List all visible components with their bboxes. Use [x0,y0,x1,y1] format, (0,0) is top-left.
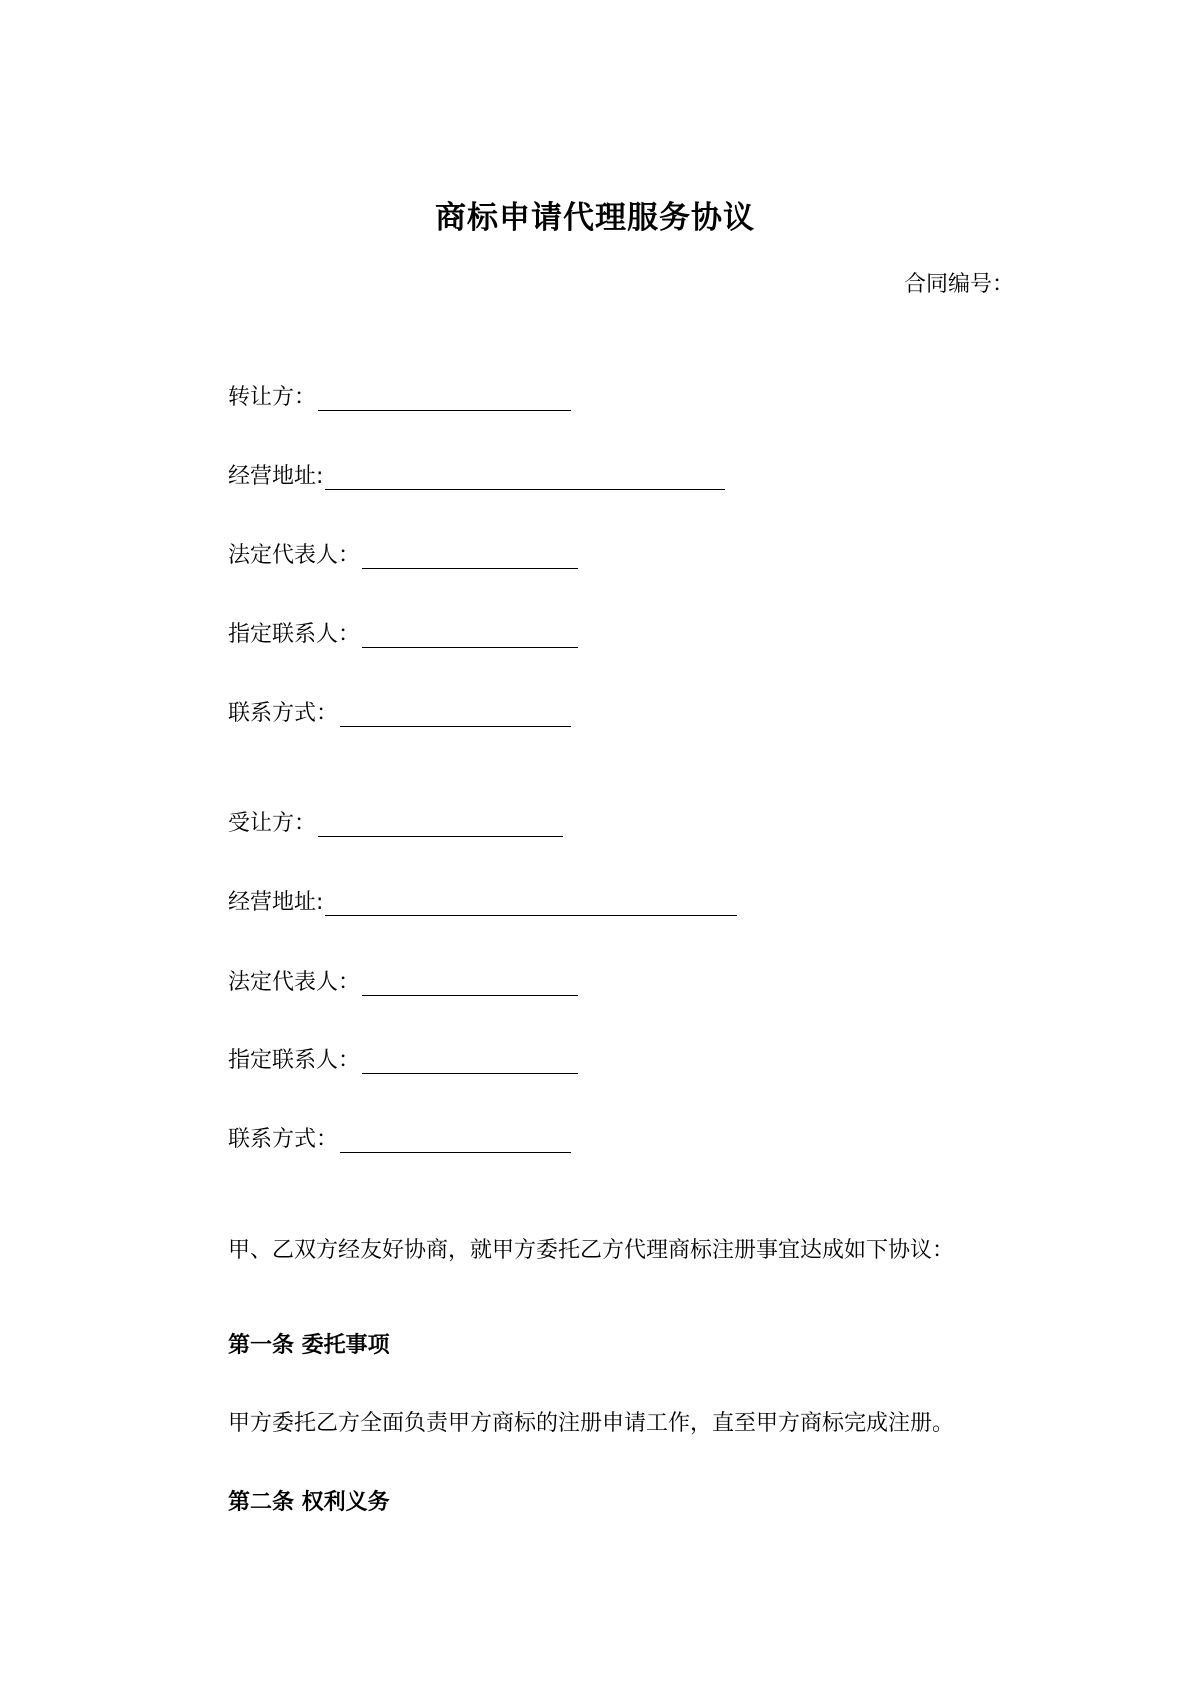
party-a-contact-person-field [228,617,578,648]
party-a-address-label: 经营地址: [228,464,324,489]
party-b-contact-person-field [228,1043,578,1074]
party-a-address-blank[interactable] [325,467,725,490]
party-b-legal-rep-label: 法定代表人： [228,970,361,995]
party-a-contact-person-blank[interactable] [362,625,578,648]
party-b-contact-method-blank[interactable] [340,1130,571,1153]
party-a-legal-rep-blank[interactable] [362,546,578,569]
party-b-contact-person-blank[interactable] [362,1051,578,1074]
party-b-name-label: 受让方： [228,811,317,836]
party-a-contact-method-blank[interactable] [340,704,571,727]
party-a-name-field [228,380,571,411]
party-a-contact-method-field [228,696,571,727]
party-a-legal-rep-label: 法定代表人： [228,543,361,568]
party-a-contact-person-label: 指定联系人： [228,622,361,647]
party-a-name-label: 转让方： [228,385,317,410]
contract-number-label: 合同编号： [903,272,1014,297]
party-b-name-blank[interactable] [318,814,563,837]
party-b-legal-rep-blank[interactable] [362,973,578,996]
party-b-address-field [228,885,737,916]
party-b-name-field [228,806,563,837]
party-b-legal-rep-field [228,965,578,996]
party-a-address-field [228,459,725,490]
party-a-legal-rep-field [228,538,578,569]
party-a-name-blank[interactable] [318,388,571,411]
party-b-contact-method-label: 联系方式： [228,1127,339,1152]
article-1-heading: 第一条 委托事项 [228,1333,390,1358]
party-b-address-blank[interactable] [325,893,737,916]
article-1-paragraph: 甲方委托乙方全面负责甲方商标的注册申请工作，直至甲方商标完成注册。 [228,1411,955,1436]
party-b-contact-method-field [228,1122,571,1153]
party-a-contact-method-label: 联系方式： [228,701,339,726]
preamble-paragraph: 甲、乙双方经友好协商，就甲方委托乙方代理商标注册事宜达成如下协议： [228,1238,955,1263]
document-title: 商标申请代理服务协议 [435,200,755,236]
party-b-address-label: 经营地址: [228,890,324,915]
article-2-heading: 第二条 权利义务 [228,1490,390,1515]
party-b-contact-person-label: 指定联系人： [228,1048,361,1073]
